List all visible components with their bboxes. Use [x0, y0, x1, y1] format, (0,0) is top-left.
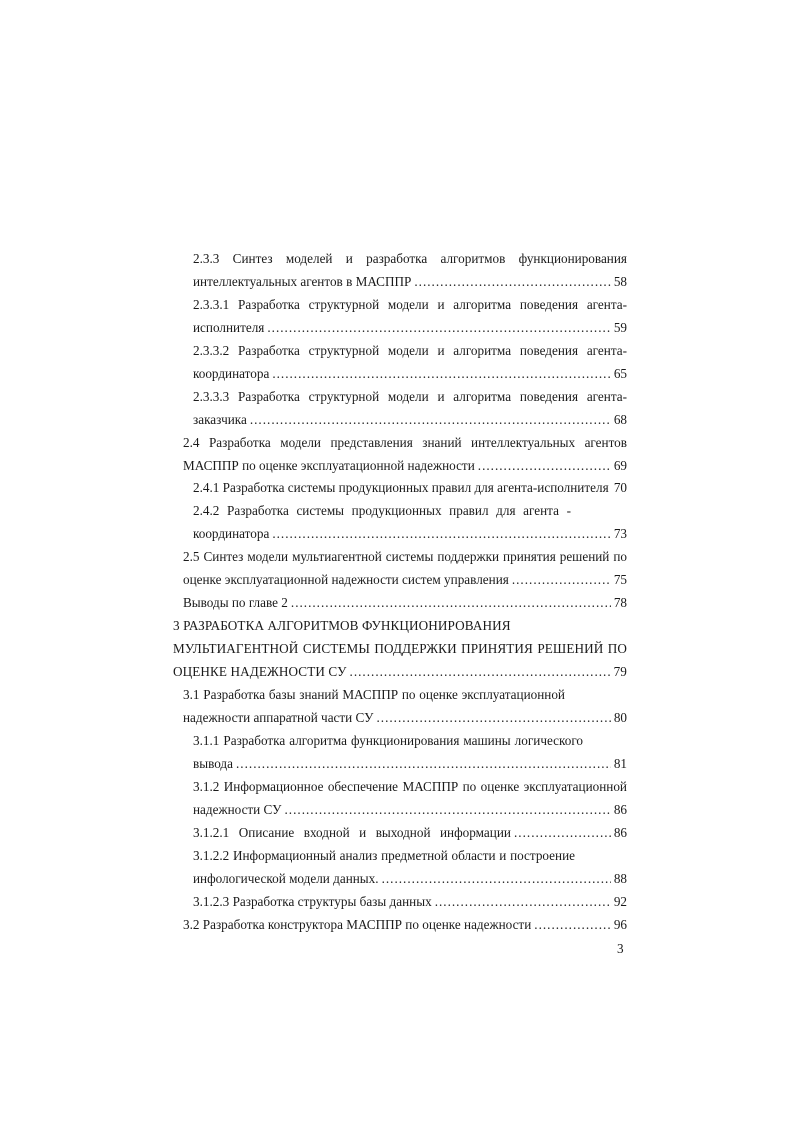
- toc-text: координатора: [193, 366, 270, 381]
- toc-entry-2-4-title: 2.4 Разработка модели представления знаний интеллектуальных агентов: [183, 435, 627, 450]
- toc-word: информации: [440, 825, 511, 840]
- toc-word: входной: [303, 825, 350, 840]
- toc-entry-3-1-1-title: 3.1.1 Разработка алгоритма функционирования машины логического: [193, 733, 583, 748]
- toc-entry-2-5-leader[interactable]: [183, 569, 627, 591]
- toc-entry-2-4-2-title: 2.4.2 Разработка системы продукционных правил для агента -: [193, 503, 571, 518]
- toc-entry-2-3-3-1-leader[interactable]: [193, 317, 627, 339]
- toc-text: МАСППР по оценке эксплуатационной надежности: [183, 458, 475, 473]
- toc-entry-3-1-2-title: 3.1.2 Информационное обеспечение МАСППР по оценке эксплуатационной: [193, 779, 627, 794]
- dot-leader: [414, 271, 610, 293]
- toc-entry-2-3-3-1-title: 2.3.3.1 Разработка структурной модели и алгоритма поведения агента-: [193, 297, 627, 312]
- dot-leader: [350, 661, 611, 683]
- dot-leader: [272, 363, 611, 385]
- toc-entry-3-1-2-leader[interactable]: [193, 799, 627, 821]
- toc-entry-3-1-2-2-leader[interactable]: [193, 868, 627, 890]
- toc-page-number: 86: [613, 802, 627, 817]
- toc-chapter-3-line2: МУЛЬТИАГЕНТНОЙ СИСТЕМЫ ПОДДЕРЖКИ ПРИНЯТИЯ РЕШЕНИЙ ПО: [173, 641, 627, 656]
- toc-page-number: 70: [613, 480, 627, 495]
- toc-entry-2-3-3-title: 2.3.3 Синтез моделей и разработка алгоритмов функционирования: [193, 251, 627, 266]
- toc-word: 3.1.2.1: [193, 825, 230, 840]
- toc-entry-2-3-3-3-leader[interactable]: [193, 409, 627, 431]
- toc-page-number: 78: [613, 595, 627, 610]
- toc-page-number: 88: [613, 871, 627, 886]
- toc-entry-conclusions-2[interactable]: [183, 592, 627, 614]
- dot-leader: [236, 753, 611, 775]
- toc-entry-2-3-3-2-leader[interactable]: [193, 363, 627, 385]
- toc-page-number: 73: [613, 526, 627, 541]
- toc-text: 2.4.1 Разработка системы продукционных правил для агента-исполнителя: [193, 480, 609, 495]
- toc-text: заказчика: [193, 412, 247, 427]
- dot-leader: [272, 523, 611, 545]
- toc-page-number: 79: [613, 664, 627, 679]
- toc-entry-2-3-3-leader[interactable]: [193, 271, 627, 293]
- toc-entry-3-1-2-3[interactable]: [193, 891, 627, 913]
- dot-leader: [376, 707, 610, 729]
- toc-entry-2-3-3-3-title: 2.3.3.3 Разработка структурной модели и алгоритма поведения агента-: [193, 389, 627, 404]
- toc-chapter-3-line1: 3 РАЗРАБОТКА АЛГОРИТМОВ ФУНКЦИОНИРОВАНИЯ: [173, 618, 511, 633]
- toc-entry-2-4-leader[interactable]: [183, 455, 627, 477]
- dot-leader: [478, 455, 611, 477]
- toc-text: 3.2 Разработка конструктора МАСППР по оценке надежности: [183, 917, 532, 932]
- dot-leader: [250, 409, 611, 431]
- dot-leader: [514, 822, 611, 844]
- toc-page-number: 86: [613, 825, 627, 840]
- toc-text: вывода: [193, 756, 233, 771]
- toc-page-number: 96: [613, 917, 627, 932]
- dot-leader: [382, 868, 611, 890]
- toc-page-number: 80: [613, 710, 627, 725]
- toc-word: Описание: [238, 825, 295, 840]
- toc-text: Выводы по главе 2: [183, 595, 288, 610]
- toc-entry-3-1-leader[interactable]: [183, 707, 627, 729]
- toc-text: инфологической модели данных.: [193, 871, 379, 886]
- toc-text: [193, 822, 511, 844]
- toc-entry-3-2[interactable]: [183, 914, 627, 936]
- page-number: 3: [617, 941, 624, 956]
- toc-text: надежности аппаратной части СУ: [183, 710, 374, 725]
- toc-page-number: 58: [613, 274, 627, 289]
- toc-entry-3-1-1-leader[interactable]: [193, 753, 627, 775]
- toc-page-number: 81: [613, 756, 627, 771]
- toc-text: надежности СУ: [193, 802, 282, 817]
- toc-entry-3-1-title: 3.1 Разработка базы знаний МАСППР по оценке эксплуатационной: [183, 687, 565, 702]
- dot-leader: [285, 799, 611, 821]
- toc-page-number: 75: [613, 572, 627, 587]
- dot-leader: [435, 891, 611, 913]
- toc-page-number: 92: [613, 894, 627, 909]
- toc-text: интеллектуальных агентов в МАСППР: [193, 274, 412, 289]
- toc-text: 3.1.2.3 Разработка структуры базы данных: [193, 894, 432, 909]
- toc-entry-2-5-title: 2.5 Синтез модели мультиагентной системы поддержки принятия решений по: [183, 549, 627, 564]
- toc-entry-3-1-2-1[interactable]: [193, 822, 627, 844]
- dot-leader: [267, 317, 610, 339]
- toc-chapter-3-leader[interactable]: [173, 661, 627, 683]
- dot-leader: [512, 569, 611, 591]
- toc-text: исполнителя: [193, 320, 265, 335]
- toc-word: и: [359, 825, 367, 840]
- dot-leader: [534, 914, 611, 936]
- toc-text: оценке эксплуатационной надежности систем управления: [183, 572, 509, 587]
- dot-leader: [291, 592, 611, 614]
- toc-entry-2-3-3-2-title: 2.3.3.2 Разработка структурной модели и алгоритма поведения агента-: [193, 343, 627, 358]
- toc-text: координатора: [193, 526, 270, 541]
- toc-page-number: 65: [613, 366, 627, 381]
- toc-text: ОЦЕНКЕ НАДЕЖНОСТИ СУ: [173, 664, 347, 679]
- toc-page-number: 68: [613, 412, 627, 427]
- toc-entry-3-1-2-2-title: 3.1.2.2 Информационный анализ предметной области и построение: [193, 848, 575, 863]
- toc-page-number: 59: [613, 320, 627, 335]
- toc-entry-2-4-2-leader[interactable]: [193, 523, 627, 545]
- toc-word: выходной: [375, 825, 431, 840]
- toc-entry-2-4-1[interactable]: [193, 477, 627, 499]
- toc-page-number: 69: [613, 458, 627, 473]
